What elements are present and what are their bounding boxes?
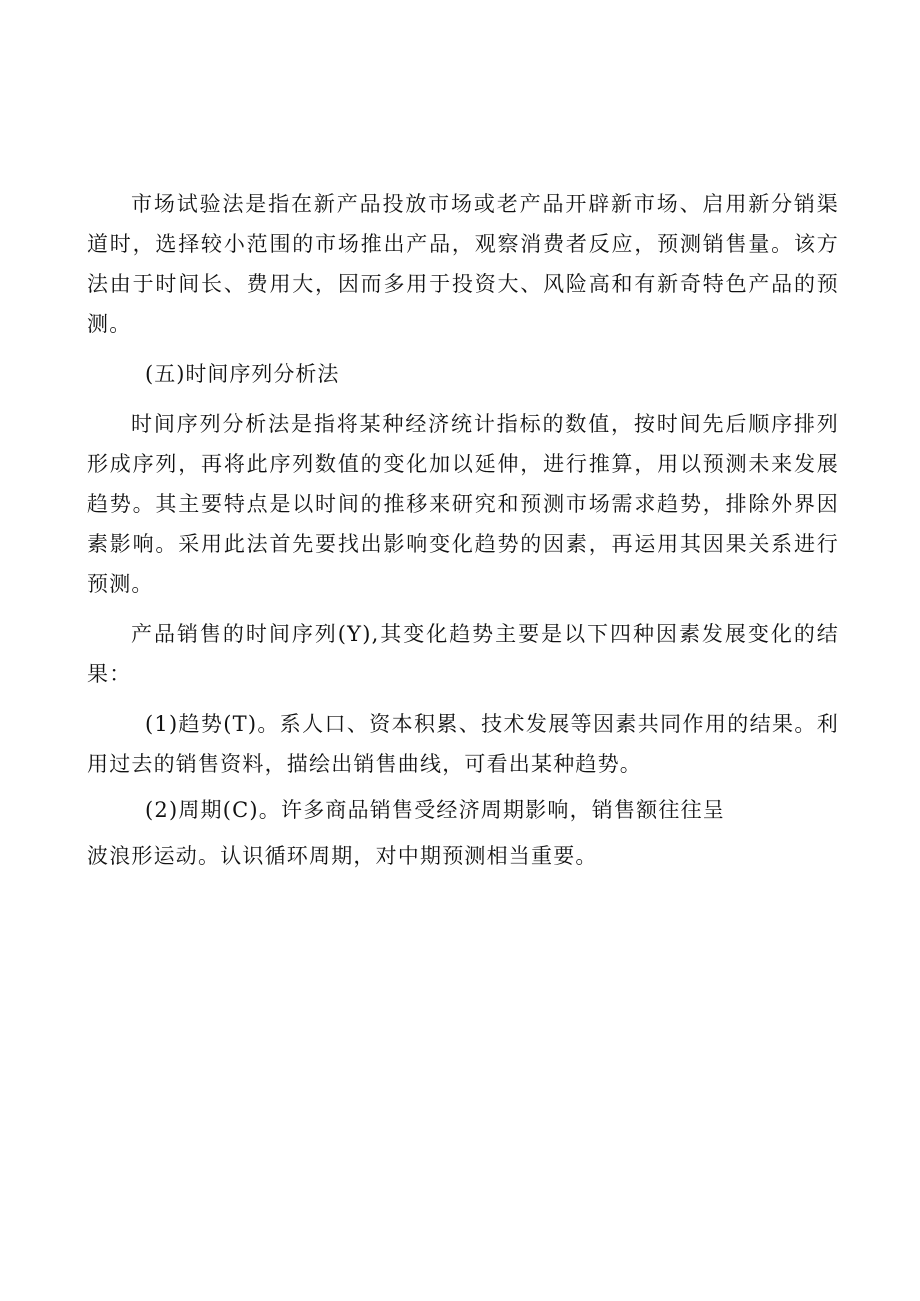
section-heading-time-series: (五)时间序列分析法 bbox=[145, 362, 340, 386]
paragraph-market-test: 市场试验法是指在新产品投放市场或老产品开辟新市场、启用新分销渠道时，选择较小范围的市场推出产品，观察消费者反应，预测销售量。该方法由于时间长、费用大，因而多用于投资大、风险高和有新奇特色产品的预测。 bbox=[87, 192, 839, 336]
paragraph-cycle-continuation: 波浪形运动。认识循环周期，对中期预测相当重要。 bbox=[87, 844, 598, 868]
paragraph-four-factors: 产品销售的时间序列(Y),其变化趋势主要是以下四种因素发展变化的结果： bbox=[87, 622, 839, 686]
list-item-trend: (1)趋势(T)。系人口、资本积累、技术发展等因素共同作用的结果。利用过去的销售资料，描绘出销售曲线，可看出某种趋势。 bbox=[87, 712, 839, 776]
document-page bbox=[87, 184, 839, 876]
list-item-cycle: (2)周期(C)。许多商品销售受经济周期影响，销售额往往呈 bbox=[145, 798, 725, 822]
paragraph-time-series-definition: 时间序列分析法是指将某种经济统计指标的数值，按时间先后顺序排列形成序列，再将此序列数值的变化加以延伸，进行推算，用以预测未来发展趋势。其主要特点是以时间的推移来研究和预测市场需求趋势，排除外界因素影响。采用此法首先要找出影响变化趋势的因素，再运用其因果关系进行预测。 bbox=[87, 412, 839, 596]
